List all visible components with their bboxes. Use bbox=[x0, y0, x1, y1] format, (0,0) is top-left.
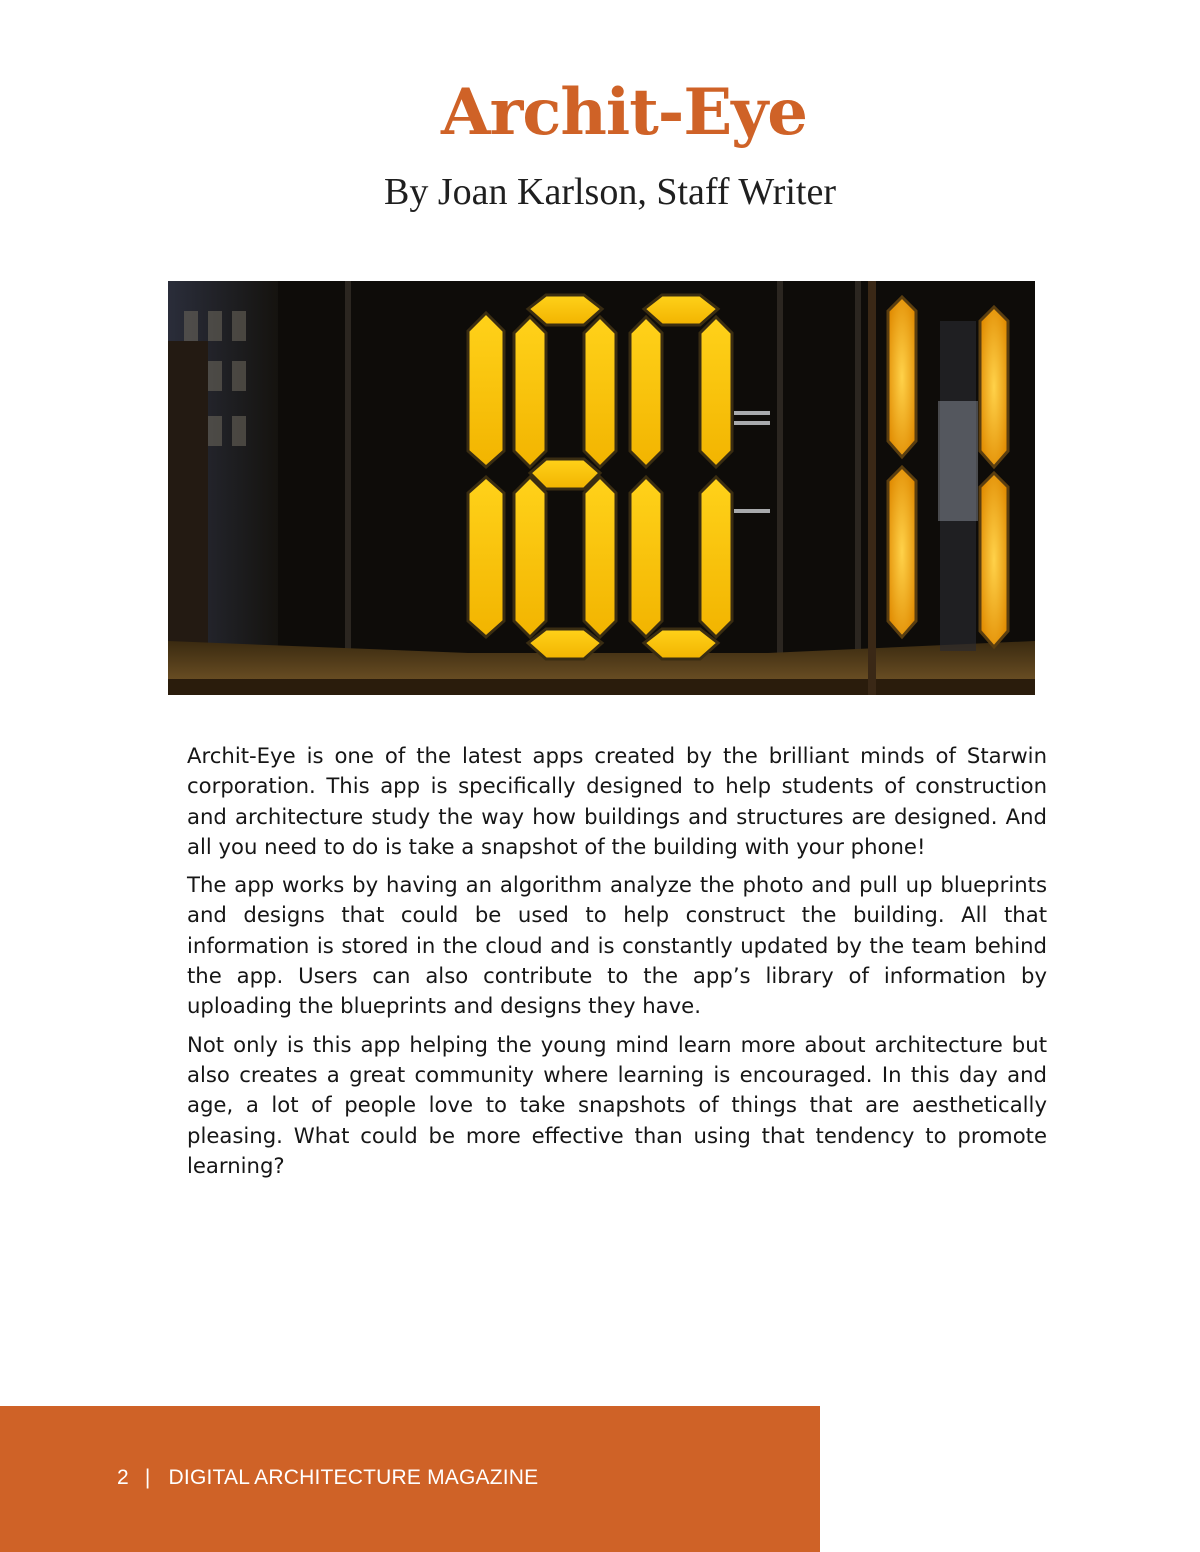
article-paragraph: Not only is this app helping the young mind learn more about architecture but also creates a great community where learning is encouraged. In this day and age, a lot of people love to take snapshots of things that are aesthetically pleasing. What could be more effective than using that tendency to promote learning? bbox=[187, 1031, 1047, 1178]
publication-name: DIGITAL ARCHITECTURE MAGAZINE bbox=[168, 1466, 539, 1489]
article-body bbox=[187, 741, 1047, 1189]
article-byline: By Joan Karlson, Staff Writer bbox=[384, 171, 836, 213]
article-title: Archit-Eye bbox=[441, 75, 807, 150]
footer-separator: | bbox=[144, 1466, 151, 1489]
page-number: 2 bbox=[117, 1466, 129, 1489]
hero-photo bbox=[168, 281, 1035, 695]
article-paragraph: Archit-Eye is one of the latest apps created by the brilliant minds of Starwin corporation. This app is specifically designed to help students of construction and architecture study the way how buildings and structures are designed. And all you need to do is take a snapshot of the building with your phone! bbox=[187, 743, 1047, 859]
article-paragraph: The app works by having an algorithm analyze the photo and pull up blueprints and designs that could be used to help construct the building. All that information is stored in the cloud and is constantly updated by the team behind the app. Users can also contribute to the app’s library of information by uploading the blueprints and designs they have. bbox=[187, 872, 1047, 1019]
footer bbox=[117, 1466, 538, 1490]
